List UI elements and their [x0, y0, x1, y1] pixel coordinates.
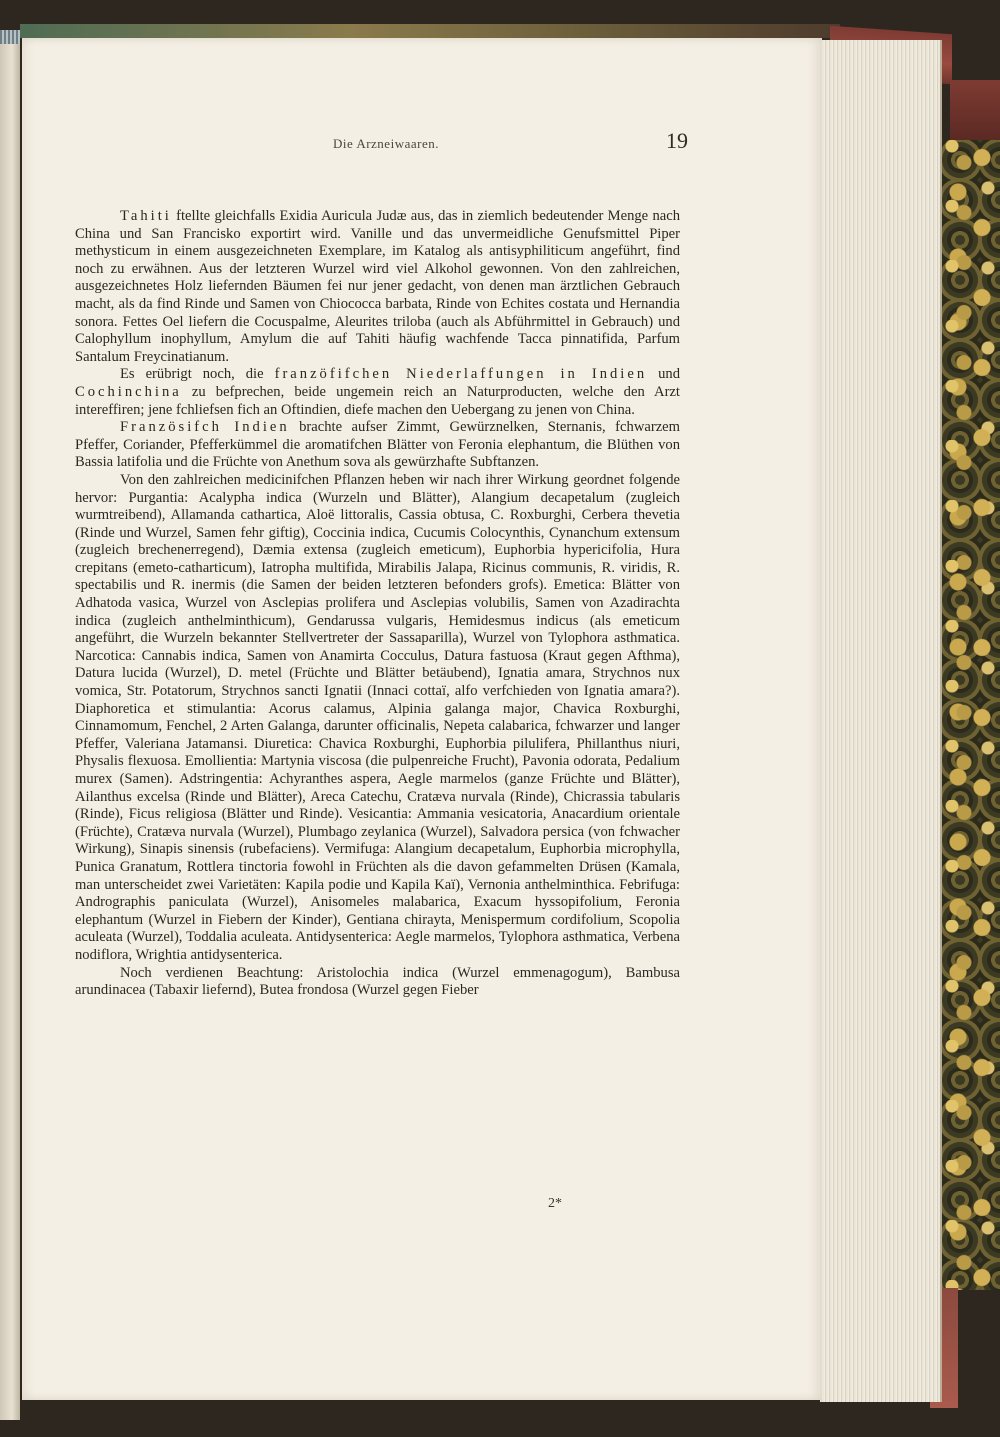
paragraph [75, 208, 680, 366]
page-stack-edge [820, 40, 942, 1402]
paragraph-text: Von den zahlreichen medicinifchen Pflanzen heben wir nach ihrer Wirkung geordnet folgende hervor: Purgantia: Acalypha indica (Wurzeln und Blätter), Alangium decapetalum (zugleich wurmtreibend), Allamanda cathartica, Aloë littoralis, Cassia obtusa, C. Roxburghi, Cerbera thevetia (Rinde und Wurzel, Samen fehr giftig), Coccinia indica, Cucumis Colocynthis, Cynanchum extensum (zugleich brechenerregend), Dæmia extensa (zugleich emeticum), Euphorbia hypericifolia, Hura crepitans (emeto-catharticum), Iatropha multifida, Mirabilis Jalapa, Ricinus communis, R. viridis, R. spectabilis und R. inermis (die Samen der beiden letzteren befonders grofs). Emetica: Blätter von Adhatoda vasica, Wurzel von Asclepias prolifera und Asclepias volubilis, Samen von Azadirachta indica (zugleich anthelminthicum), Gendarussa vulgaris, Hemidesmus indicus (als emeticum angeführt, die Wurzeln bekannter Stellvertreter der Sassaparilla), Wurzel von Tylophora asthmatica. Narcotica: Cannabis indica, Samen von Anamirta Cocculus, Datura fastuosa (Kraut gegen Afthma), Datura lucida (Wurzel), D. metel (Früchte und Blätter betäubend), Ignatia amara, Strychnos nux vomica, Str. Potatorum, Strychnos sancti Ignatii (Innaci cottaï, alfo verfchieden von Ignatia amara?). Diaphoretica et stimulantia: Acorus calamus, Alpinia galanga major, Chavica Roxburghi, Cinnamomum, Fenchel, 2 Arten Galanga, darunter officinalis, Nepeta calabarica, fchwarzer und langer Pfeffer, Valeriana Jatamansi. Diuretica: Chavica Roxburghi, Euphorbia pilulifera, Phillanthus niuri, Physalis flexuosa. Emollientia: Martynia viscosa (die pulpenreiche Frucht), Pavonia odorata, Pedalium murex (Samen). Adstringentia: Achyranthes aspera, Aegle marmelos (ganze Früchte und Blätter), Ailanthus excelsa (Rinde und Blätter), Areca Catechu, Cratæva nurvala (Rinde), Chicrassia tabularis (Rinde), Ficus religiosa (Blätter und Rinde). Vesicantia: Ammania vesicatoria, Anacardium orientale (Früchte), Cratæva nurvala (Wurzel), Plumbago zeylanica (Wurzel), Salvadora persica (von fchwacher Wirkung), Sinapis sinensis (rubefaciens). Vermifuga: Alangium decapetalum, Euphorbia microphylla, Punica Granatum, Rottlera tinctoria fowohl in Früchten als die davon gefammelten Drüsen (Kamala, man unterscheidet zwei Varietäten: Kapila podie und Kapila Kaï), Vernonia anthelminthica. Febrifuga: Andrographis paniculata (Wurzel), Anisomeles malabarica, Exacum hyssopifolium, Feronia elephantum (Wurzel in Fiebern der Kinder), Gentiana chirayta, Menispermum cordifolium, Scopolia aculeata (Wurzel), Toddalia aculeata. Antidysenterica: Aegle marmelos, Tylophora asthmatica, Verbena nodiflora, Wrightia antidysenterica. [75, 471, 680, 963]
spaced-lead: Tahiti [120, 208, 172, 224]
paragraph [75, 472, 680, 965]
marbled-cover [940, 140, 1000, 1290]
paragraph [75, 366, 680, 419]
cover-spine-top [950, 80, 1000, 140]
paragraph [75, 419, 680, 472]
signature-mark: 2* [548, 1196, 562, 1211]
facing-page-top-edge [0, 30, 20, 44]
running-head: Die Arzneiwaaren. [333, 136, 439, 151]
facing-page-edge [0, 30, 20, 1420]
binding-strip [20, 24, 840, 38]
spaced-lead: Französifch Indien [120, 419, 290, 436]
spaced-lead: franzöfifchen Niederlaffungen in Indien [274, 366, 648, 383]
page-number: 19 [666, 128, 688, 153]
body-text [75, 208, 680, 1000]
paragraph-text: ftellte gleichfalls Exidia Auricula Judæ aus, das in ziemlich bedeutender Menge nach China und San Francisko exportirt wird. Vanille und das unvermeidliche Genufsmittel Piper methysticum in einem ausgezeichneten Exemplare, im Katalog als antisyphiliticum angeführt, find noch zu erwähnen. Aus der letzteren Wurzel wird viel Alkohol gewonnen. Von den zahlreichen, ausgezeichnetes Holz liefernden Bäumen fei nur jener gedacht, von denen man ärztlichen Gebrauch macht, als da find Rinde und Samen von Chiococca barbata, Rinde von Echites costata und Hernandia sonora. Fettes Oel liefern die Cocuspalme, Aleurites triloba (auch als Abführmittel in Gebrauch) und Calophyllum inophyllum, Amylum die auf Tahiti häufig wachfende Tacca pinnatifida, Parfum Santalum Freycinatianum. [75, 208, 680, 365]
paragraph-text: Es erübrigt noch, die [120, 366, 275, 383]
paragraph-text: und [647, 366, 680, 383]
paragraph [75, 965, 680, 1000]
paragraph-text: brachte aufser Zimmt, Gewürznelken, Sternanis, fchwarzem Pfeffer, Coriander, Pfefferkümmel die aromatifchen Blätter von Feronia elephantum, die Blüthen von Bassia latifolia und die Früchte von Anethum sova als gewürzhafte Subftanzen. [75, 419, 680, 471]
spaced-lead: Cochinchina [75, 383, 182, 400]
paragraph-text: Noch verdienen Beachtung: Aristolochia indica (Wurzel emmenagogum), Bambusa arundinacea (Tabaxir liefernd), Butea frondosa (Wurzel gegen Fieber [75, 964, 680, 999]
paragraph-text: zu befprechen, beide ungemein reich an Naturproducten, welche den Arzt intereffiren; jene fchliefsen fich an Oftindien, diefe machen den Uebergang zu jenen von China. [75, 383, 680, 418]
